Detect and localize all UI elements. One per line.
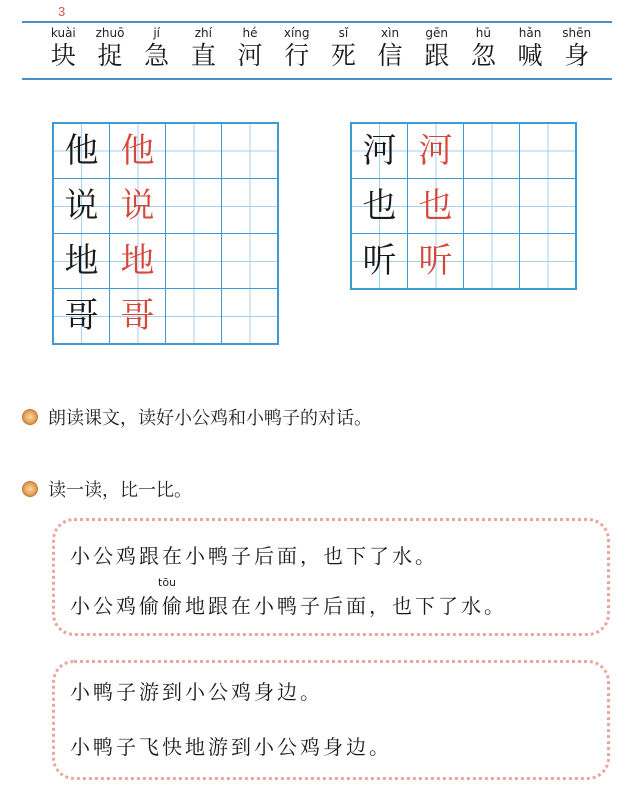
model-char: 说 <box>64 186 99 226</box>
vocab-item <box>413 26 460 72</box>
vocab-item <box>507 26 554 72</box>
model-char: 他 <box>64 131 99 171</box>
model-char: 哥 <box>64 296 99 336</box>
vocab-char: 直 <box>190 41 216 70</box>
vocab-char: 河 <box>237 41 263 70</box>
grid-cell-trace <box>110 289 166 345</box>
trace-char: 也 <box>418 186 453 226</box>
grid-cell-trace <box>110 179 166 234</box>
grid-cell-blank[interactable] <box>520 123 577 179</box>
vocab-pinyin: zhuō <box>95 26 125 40</box>
writing-grid-left <box>52 122 279 345</box>
vocab-char: 跟 <box>424 41 450 70</box>
grid-cell-trace <box>408 179 464 234</box>
grid-cell-blank[interactable] <box>166 179 222 234</box>
vocab-pinyin: hū <box>475 26 491 40</box>
task-compare <box>22 476 192 502</box>
compare-sentence: 小鸭子飞快地游到小公鸡身边。 <box>70 735 392 759</box>
compare-sentence: 小公鸡偷偷地跟在小鸭子后面，也下了水。 <box>70 594 507 618</box>
grid-row <box>53 123 278 179</box>
model-char: 河 <box>362 131 397 171</box>
trace-char: 河 <box>418 131 453 171</box>
task-read-aloud <box>22 404 372 430</box>
grid-cell-blank[interactable] <box>166 289 222 345</box>
grid-cell-blank[interactable] <box>520 234 577 290</box>
grid-cell-model <box>351 179 408 234</box>
vocab-item <box>133 26 180 72</box>
vocab-char: 喊 <box>517 41 543 70</box>
grid-cell-trace <box>110 234 166 289</box>
grid-row <box>53 234 278 289</box>
vocab-item <box>460 26 507 72</box>
vocab-pinyin: xìn <box>381 26 400 40</box>
model-char: 地 <box>64 241 99 281</box>
vocab-char: 捉 <box>97 41 123 70</box>
writing-grid-right <box>350 122 577 290</box>
vocab-item <box>367 26 414 72</box>
vocab-pinyin: jí <box>153 26 161 40</box>
trace-char: 说 <box>120 186 155 226</box>
grid-cell-model <box>53 179 110 234</box>
grid-cell-blank[interactable] <box>464 123 520 179</box>
grid-row <box>53 179 278 234</box>
grid-row <box>351 123 576 179</box>
page-mark: 3 <box>58 4 66 19</box>
compare-sentence: 小鸭子游到小公鸡身边。 <box>70 680 323 704</box>
flower-bullet-icon <box>22 409 38 425</box>
vocab-char: 忽 <box>470 41 496 70</box>
vocab-item <box>553 26 600 72</box>
vocab-pinyin: gēn <box>425 26 449 40</box>
trace-char: 听 <box>418 241 453 281</box>
grid-cell-blank[interactable] <box>520 179 577 234</box>
trace-char: 地 <box>120 241 155 281</box>
vocab-pinyin: shēn <box>562 26 592 40</box>
grid-cell-blank[interactable] <box>222 289 279 345</box>
task-text: 朗读课文，读好小公鸡和小鸭子的对话。 <box>48 408 372 429</box>
vocab-pinyin: hé <box>242 26 258 40</box>
model-char: 也 <box>362 186 397 226</box>
grid-cell-blank[interactable] <box>222 179 279 234</box>
grid-cell-model <box>53 234 110 289</box>
vocab-pinyin: hǎn <box>518 26 542 40</box>
grid-cell-model <box>351 123 408 179</box>
vocab-char: 急 <box>144 41 170 70</box>
vocab-char: 身 <box>564 41 590 70</box>
grid-row <box>351 234 576 290</box>
grid-cell-model <box>53 123 110 179</box>
compare-sentence: 小公鸡跟在小鸭子后面，也下了水。 <box>70 544 438 568</box>
grid-cell-blank[interactable] <box>166 234 222 289</box>
vocab-char: 块 <box>50 41 76 70</box>
vocab-char: 信 <box>377 41 403 70</box>
grid-cell-blank[interactable] <box>166 123 222 179</box>
vocab-char: 死 <box>330 41 356 70</box>
vocab-item <box>180 26 227 72</box>
grid-cell-trace <box>110 123 166 179</box>
vocab-item <box>87 26 134 72</box>
vocab-pinyin: sǐ <box>338 26 349 40</box>
vocab-item <box>320 26 367 72</box>
grid-cell-blank[interactable] <box>464 234 520 290</box>
grid-cell-blank[interactable] <box>222 123 279 179</box>
vocab-item <box>40 26 87 72</box>
flower-bullet-icon <box>22 481 38 497</box>
trace-char: 哥 <box>120 296 155 336</box>
vocab-pinyin: kuài <box>50 26 76 40</box>
pinyin-annotation: tōu <box>158 576 177 589</box>
vocab-bottom-line <box>22 78 612 80</box>
vocab-item <box>227 26 274 72</box>
vocab-pinyin: zhí <box>194 26 212 40</box>
vocab-top-line <box>22 21 612 23</box>
grid-row <box>53 289 278 345</box>
task-text: 读一读，比一比。 <box>48 480 192 501</box>
grid-row <box>351 179 576 234</box>
vocab-item <box>273 26 320 72</box>
vocabulary-row <box>40 26 600 72</box>
vocab-pinyin: xíng <box>283 26 310 40</box>
grid-cell-model <box>53 289 110 345</box>
grid-cell-trace <box>408 123 464 179</box>
grid-cell-model <box>351 234 408 290</box>
vocab-char: 行 <box>284 41 310 70</box>
model-char: 听 <box>362 241 397 281</box>
grid-cell-trace <box>408 234 464 290</box>
trace-char: 他 <box>120 131 155 171</box>
grid-cell-blank[interactable] <box>222 234 279 289</box>
grid-cell-blank[interactable] <box>464 179 520 234</box>
